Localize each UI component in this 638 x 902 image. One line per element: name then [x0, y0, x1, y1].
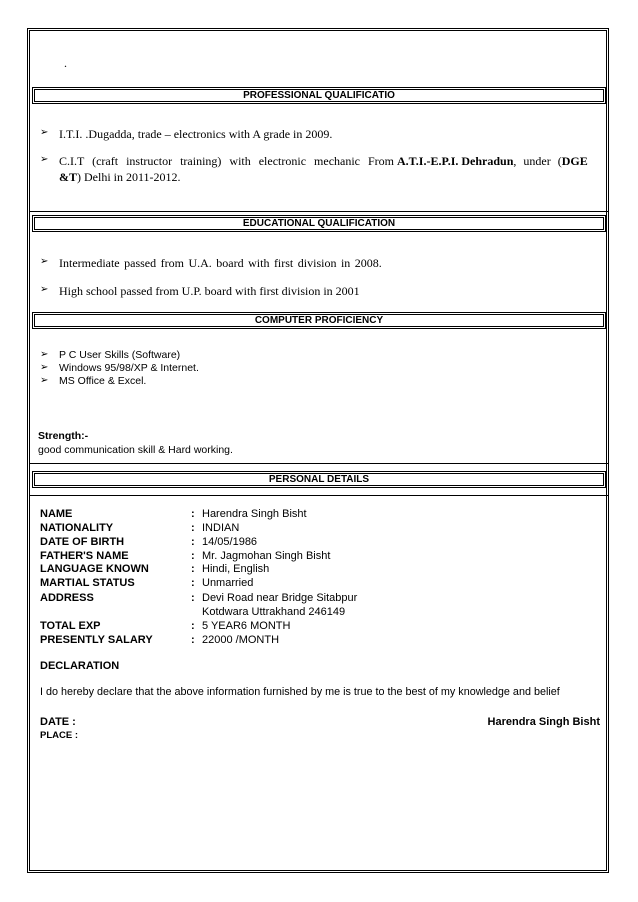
detail-label: PRESENTLY SALARY	[40, 634, 153, 646]
arrowhead-bullet-icon: ➢	[40, 349, 49, 360]
list-item-text-line2	[59, 170, 181, 185]
list-item-text	[59, 154, 599, 169]
list-item-text: I.T.I. .Dugadda, trade – electronics with A grade in 2009.	[59, 127, 333, 141]
section-header-computer: COMPUTER PROFICIENCY	[32, 312, 606, 329]
list-item-text: P C User Skills (Software)	[59, 349, 181, 361]
arrowhead-bullet-icon: ➢	[40, 154, 49, 165]
detail-colon: :	[191, 620, 195, 632]
detail-colon: :	[191, 550, 195, 562]
declaration-text: I do hereby declare that the above information furnished by me is true to the best of my knowledge and belief	[40, 686, 560, 698]
arrowhead-bullet-icon: ➢	[40, 362, 49, 373]
list-item-text: High school passed from U.P. board with first division in 2001	[59, 284, 360, 298]
detail-label: NAME	[40, 508, 73, 520]
text-part: ) Delhi in 2011-2012.	[77, 170, 181, 184]
text-bold: DGE	[561, 154, 588, 168]
strength-label: Strength:-	[38, 430, 89, 442]
section-header-personal: PERSONAL DETAILS	[32, 471, 606, 488]
detail-label: LANGUAGE KNOWN	[40, 563, 149, 575]
text-bold: &T	[59, 170, 77, 184]
section-divider	[29, 211, 609, 212]
section-header-educational: EDUCATIONAL QUALIFICATION	[32, 215, 606, 232]
detail-colon: :	[191, 536, 195, 548]
detail-colon: :	[191, 592, 195, 604]
detail-label: MARTIAL STATUS	[40, 577, 135, 589]
detail-value: Devi Road near Bridge Sitabpur	[202, 592, 358, 604]
list-item-text: MS Office & Excel.	[59, 375, 147, 387]
arrowhead-bullet-icon: ➢	[40, 375, 49, 386]
text-bold: A.T.I.-E.P.I. Dehradun	[397, 154, 514, 168]
list-item-text: Intermediate passed from U.A. board with first division in 2008.	[59, 256, 382, 270]
detail-label: DATE OF BIRTH	[40, 536, 125, 548]
place-label: PLACE :	[40, 730, 78, 741]
detail-value: Unmarried	[202, 577, 254, 589]
detail-value: Hindi, English	[202, 563, 270, 575]
strength-value: good communication skill & Hard working.	[38, 444, 233, 456]
detail-label: NATIONALITY	[40, 522, 114, 534]
detail-colon: :	[191, 522, 195, 534]
detail-value: Harendra Singh Bisht	[202, 508, 307, 520]
text-part: C.I.T (craft instructor training) with electronic mechanic From	[59, 154, 395, 168]
detail-value: 14/05/1986	[202, 536, 258, 548]
detail-value: Kotdwara Uttrakhand 246149	[202, 606, 346, 618]
detail-colon: :	[191, 508, 195, 520]
arrowhead-bullet-icon: ➢	[40, 256, 49, 267]
date-label: DATE :	[40, 716, 76, 728]
arrowhead-bullet-icon: ➢	[40, 284, 49, 295]
detail-label: FATHER'S NAME	[40, 550, 129, 562]
detail-label: TOTAL EXP	[40, 620, 101, 632]
section-divider	[29, 463, 609, 464]
detail-colon: :	[191, 577, 195, 589]
signature-name: Harendra Singh Bisht	[487, 716, 600, 728]
list-item-text: Windows 95/98/XP & Internet.	[59, 362, 199, 374]
top-marker: .	[64, 56, 67, 70]
detail-colon: :	[191, 634, 195, 646]
section-header-professional: PROFESSIONAL QUALIFICATIO	[32, 87, 606, 104]
detail-value: 5 YEAR6 MONTH	[202, 620, 291, 632]
detail-value: 22000 /MONTH	[202, 634, 280, 646]
detail-value: Mr. Jagmohan Singh Bisht	[202, 550, 331, 562]
detail-colon: :	[191, 563, 195, 575]
text-part: , under (	[513, 154, 562, 168]
declaration-heading: DECLARATION	[40, 660, 120, 672]
detail-label: ADDRESS	[40, 592, 94, 604]
detail-value: INDIAN	[202, 522, 240, 534]
arrowhead-bullet-icon: ➢	[40, 127, 49, 138]
section-divider	[29, 495, 609, 496]
